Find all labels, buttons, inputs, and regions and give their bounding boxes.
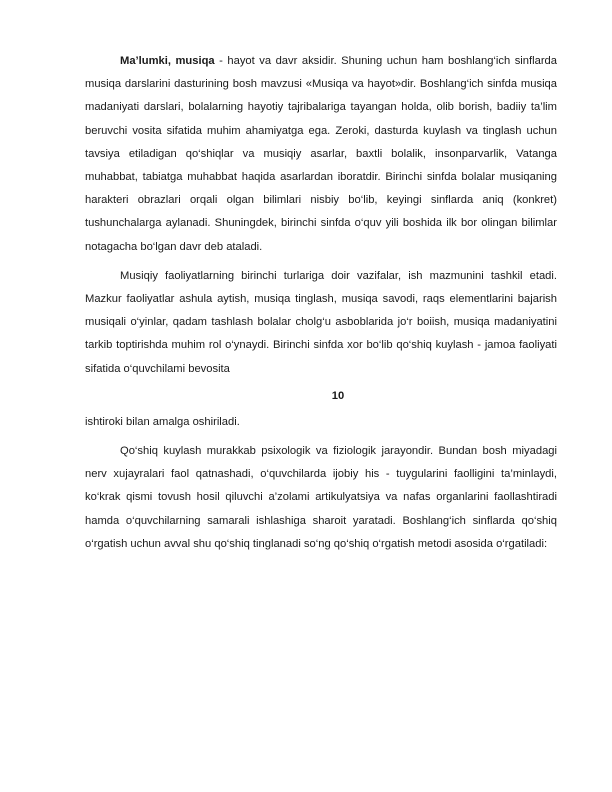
paragraph-singing: Qo‘shiq kuylash murakkab psixologik va fiziologik jarayondir. Bundan bosh miyadagi nerv xujayralari faol qatnashadi, o‘quvchilarda ijobiy his - tuygularini faolligini ta’minlaydi, ko‘krak qismi tovush hosil qiluvchi a’zolami artikulyatsiya va nafas organlarini faollashtiradi hamda o‘quvchilarning samarali ishlashiga sharoit yaratadi. Boshlang‘ich sinflarda qo‘shiq o‘rgatish uchun avval shu qo‘shiq tinglanadi so‘ng qo‘shiq o‘rgatish metodi asosida o‘rgatiladi:: [85, 445, 557, 550]
paragraph-intro: [85, 50, 557, 259]
page-number: 10: [331, 389, 345, 402]
document-page: [85, 50, 557, 556]
paragraph-intro-text: - hayot va davr aksidir. Shuning uchun ham boshlang‘ich sinflarda musiqa darslarini dasturining bosh mavzusi «Musiqa va hayot»dir. Boshlang‘ich sinfda musiqa madaniyati darslari, bolalarning hayotiy tajribalariga tayangan holda, olib borish, badiiy ta’lim beruvchi vosita sifatida muhim ahamiyatga ega. Zeroki, dasturda kuylash va tinglash uchun tavsiya etiladigan qo‘shiqlar va musiqiy asarlar, baxtli bolalik, insonparvarlik, Vatanga muhabbat, tabiatga muhabbat haqida asarlardan iboratdir. Birinchi sinfda bolalar musiqaning harakteri obrazlari orqali olgan bilimlari nisbiy bo‘lib, keyingi sinflarda aniq (konkret) tushunchalarga aylanadi. Shuningdek, birinchi sinfda o‘quv yili boshida ilk bor olingan bilimlar notagacha bo‘lgan davr deb ataladi.: [85, 55, 557, 253]
paragraph-lead: Ma’lumki, musiqa: [120, 55, 215, 67]
paragraph-continuation: ishtiroki bilan amalga oshiriladi.: [85, 415, 240, 428]
paragraph-musical-activities: Musiqiy faoliyatlarning birinchi turlariga doir vazifalar, ish mazmunini tashkil etadi. Mazkur faoliyatlar ashula aytish, musiqa tinglash, musiqa savodi, raqs elementlarini bajarish musiqali o‘yinlar, qadam tashlash bolalar cholg‘u asboblarida jo‘r boiish, musiqa madaniyatini tarkib toptirishda muhim rol o‘ynaydi. Birinchi sinfda xor bo‘lib qo‘shiq kuylash - jamoa faoliyati sifatida o‘quvchilami bevosita: [85, 269, 557, 375]
